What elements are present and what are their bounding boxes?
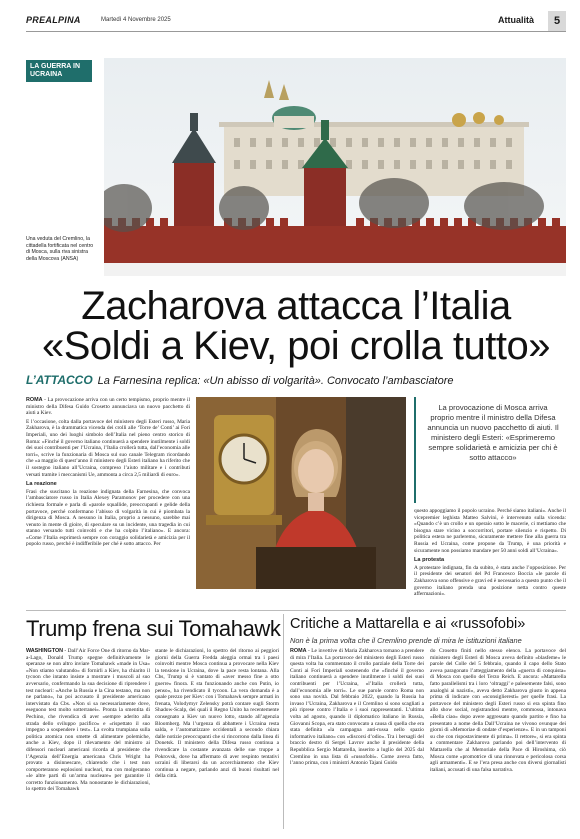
- trump-article-text-2: stante le dichiarazioni, lo spettro del ritorno ai peggiori giorni della Guerra Fredda aleggia ormai tra i paesi coinvolti mentre Mosca continua a provocare nella Kiev la tensione in Ucraina, dove la pace resta lontana. Alla Cbs, Trump si è vantato di «aver messo fine a otto guerre» finora. E sta funzionando anche con Putin, io penso», ha rivendicato il tycoon. La vera domanda è a quale prezzo per Kiev: con i Tomahawk sempre armati in frenata, Volodymyr Zelensky potrà contare sugli Storm Shadow-Scalp, dei quali il Regno Unito ha recentemente consegnato a Kiev un nuovo lotto, stando all’agenzia Bloomberg. Ma l’urgenza di abbattere i Ucraina resta salda, e l’automatizzare occidentali a secondo chiara dalle notizie preoccupanti che si rincorrono dalla linea di Donetsk. Il ministero della Difesa russo continua a rivendicare la costante avanzata delle sue truppe a Pokrovsk, dove ha affermato di aver respinto tentativi ucraini di liberarsi da un accerchiamento che Kiev continua a negare, parlando anzi di buoni risultati nel della città.: [155, 648, 279, 780]
- trump-article-column-2: [155, 648, 279, 830]
- column-divider: [283, 614, 284, 829]
- kremlin-photo: [104, 58, 566, 276]
- kicker-label: LA GUERRA IN UCRAINA: [26, 60, 92, 82]
- main-headline: [26, 286, 566, 366]
- trump-dateline: WASHINGTON: [26, 648, 64, 654]
- dateline: ROMA: [26, 397, 43, 403]
- subheadline: [26, 373, 566, 387]
- trump-article-column-1: [26, 648, 150, 830]
- article-main-column-1: [26, 397, 190, 550]
- headline-line-1: Zacharova attacca l’Italia: [81, 284, 511, 328]
- trump-article-title: Trump frena sui Tomahawk: [26, 616, 281, 641]
- caption-credit: (ANSA): [60, 255, 79, 262]
- article-main-para-3: Frasi che suscitano la reazione indignata della Farnesina, che convoca l’ambasciatore russo in Italia Alexey Paramonov per procedere con una richiesta formale e parla di «parole squallide, preoccupanti e gelide della portavoce, perché confermano l’abisso di volgarità in cui è piombata la dirigenza di Mosca. A nessuno in Italia, proprio a nessuno, sarebbe mai venuto in mente di gioire, di speculare su un incidente, una tragedia in cui stanno versando tutti coinvolti e che ha colpito l’italiano». E ancora: «Come l’Italia esprimerà sempre con coraggio solidarietà e amicizia per il popolo russo, perché è indifferibile per ché è sotto attacco. Per: [26, 488, 190, 548]
- article-main-para-1: - La provocazione arriva con un certo tempismo, proprio mentre il ministro della Difesa Guido Crosetto annunciava un nuovo pacchetto di aiuti a Kiev.: [26, 397, 190, 417]
- article-main-para-5: A protestare indignata, fin da subito, è stata anche l’opposizione. Per il presidente dei senatori del Pd Francesco Boccia «le parole di Zakharova sono offensive e gravi ed è necessario a questo punto che il governo italiano prenda una posizione netta contro queste affermazioni».: [414, 564, 566, 598]
- mattarella-article-text-1: - Le invettive di Maria Zakharova tornano a prendere di mira l’Italia. La portavoce del ministero degli Esteri russo questa volta ha commentato il crollo parziale della Torre dei Conti ai Fori Imperiali sostenendo che «finché il governo italiano continuerà a spendere inutilmente i soldi dei suoi contribuenti per l’Ucraina, «l’Italia crollerà tutta, dall’economia alle torri». Le sue parole contro Roma non sono una novità. Dal febbraio 2022, quando la Russia ha invaso l’Ucraina, Zakharova e il Cremlino si sono scagliati a più riprese contro l’Italia e i suoi rappresentanti. L’ultima volta ad agosto, quando il diplomatico italiano in Russia, Giovanni Scopa, era stato convocato a causa di quella che era stata definita «la campagna anti-russa nello spazio informativo italiano» con «discorsi d’odio». Tra i bersagli del braccio destro di Sergei Lavrov anche il presidente della Repubblica Sergio Mattarella, inserito a luglio del 2025 dal Cremlino in una lista di «russofobi». Come aveva fatto, l’anno prima, con i ministri Antonio Tajani Guido: [290, 648, 424, 767]
- page-header: [26, 14, 566, 32]
- zakharova-photo: [196, 397, 406, 589]
- caption-text: Una veduta del Cremlino, la cittadella fortificata nel centro di Mosca, sulla riva sinistra della Moscova: [26, 236, 94, 262]
- section-divider: [26, 610, 566, 611]
- mattarella-article-column-1: [290, 648, 424, 830]
- page-number: 5: [548, 11, 566, 31]
- section-heading-protesta: La protesta: [414, 557, 445, 564]
- headline-line-2: «Soldi a Kiev, poi crolla tutto»: [41, 324, 550, 368]
- mattarella-dateline: ROMA: [290, 648, 307, 654]
- photo-caption: [26, 236, 98, 262]
- article-main-para-2: E l’occasione, colta dalla portavoce del ministero degli Esteri russo, Maria Zakharova, è la drammatica vicenda dei crolli alle ‘Torre de’ Conti’ ai Fori Imperiali, uno dei luoghi simbolo dell’Italia nel pieno centro storico di Roma: «Finché il governo italiano continuerà a spendere inutilmente i soldi dei suoi contribuenti per l’Ucraina, l’Italia crollerà tutta, dall’economia alle torri», scrive la funzionaria di Mosca sul suo canale Telegram ricordando che «a maggio di quest’anno il ministero degli Esteri italiano ha riferito che il sostegno italiano all’Ucraina, compreso l’aiuto militare e i contributi versati tramite i meccanismi Ue, ammonta a circa 2,5 miliardi di euro».: [26, 418, 190, 478]
- pull-quote: La provocazione di Mosca arriva proprio mentre il ministro della Difesa annuncia un nuovo pacchetto di aiuti. Il ministero degli Esteri: «Esprimeremo sempre solidarietà e amicizia per chi è sotto attacco»: [414, 397, 566, 503]
- article-main-column-2: [414, 508, 566, 600]
- article-main-para-4: questo appoggiamo il popolo ucraino. Perché siamo italiani». Anche il vicepremier leghista Matteo Salvini, è intervenuto sulla vicenda: «Quando c’è un crollo e un operaio sotto le macerie, ci mettiamo che bisogna stare vicino a soccorritori, portare silenzio e rispetto. Di politica estera ne parleremo, sicuramente mettere fine alla guerra tra Russia ed Ucraina, come propone da Trump, è una priorità e sicuramente non possiamo mandare per 50 anni soldi all’Ucraina».: [414, 508, 566, 554]
- mattarella-article-column-2: [430, 648, 566, 830]
- issue-date: Martedì 4 Novembre 2025: [101, 17, 171, 23]
- subhead-tag: L’ATTACCO: [26, 373, 93, 387]
- mattarella-article-text-2: do Crosetto finiti nello stesso elenco. La portavoce del ministero degli Esteri di Mosca aveva definito «blasfeme» le parole del Colle del 5 febbraio, quando il capo dello Stato aveva paragonato l’atteggiamento della «guerra di conquista» di Mosca con quello del Terzo Reich. E ancora: «Mattarella fatto parallelismi tra i loro ‘oltraggi’ e palesemente falsi, sono analoghi ai nazisti», aveva detto Zakharova giusto in appena prima di indicare con «sconsiglieresti» per quelle frasi. La portavoce del ministero degli Esteri russo si era spinta fino allo show social, registrandosi mentre, commossa, intonava «Bella ciao» dopo avere aggressato quando partito e fino ha presentato a nome della Dall’Ucraina ne vivono ovunque dei giorni di «Memoriae di ondate d’esperienze». E in un tamponi su che con rispostavimente di prima». Il rettore», si era spinta a commentare Zakharova parlando poi dell’intervento di Mattarella che al Memoriale della Pace di Hiroshima, ciò Mosca come «promotrice di una rinnovata e pericolosa corsa agli armamenti». E se l’era presa anche con diversi giornalisti italiani, accusati di una falsa narrativa.: [430, 648, 566, 773]
- mattarella-article-subtitle: Non è la prima volta che il Cremlino prende di mira le istituzioni italiane: [290, 636, 522, 645]
- trump-article-text-1: - Dall’Air Force One di ritorno da Mar-a-Lago, Donald Trump spegne definitivamente le speranze se non altro inviare Tomahawk «made in Usa» «Non stiamo valutando» di fornirli a Kiev, ha chiarito il tycoon che intanto insiste a mostrare i muscoli al suo avversario, confermando la sua decisione di riprendere i test nucleari: «Anche la Russia e la Cina testano, ma non ne parlano», ha poi accusato il presidente americano intervistato da Cbs. «Non si sa necessariamente dove, eseguono test molto sotterranei». Pronta la smentita di Pechino, che rivendica di aver «sempre aderito alla strada dello sviluppo pacifico» e «rispettato il suo impegno a sospendere i test». La svolta trumpiana sulla politica atomica non smette di alimentare polemiche, anche a Kiev, dopo il rilevamento del ministro ai difensori nucleari americani ricorda al presidente che l’Agenzia dell’Energia americana Chris Wright ha provato a disinnescare, chiarendo che i test non comporteranno esplosioni nucleari, ma con molgeranno «le altre parti di un’arma nucleare» per garantire il corretto funzionamento. Ma nonostante le dichiarazioni, lo spettro dei Tomahawk: [26, 648, 150, 793]
- section-heading-reazione: La reazione: [26, 481, 57, 488]
- mattarella-article-title: Critiche a Mattarella e ai «russofobi»: [290, 616, 526, 632]
- section-name: Attualità: [498, 15, 534, 25]
- subhead-text: La Farnesina replica: «Un abisso di volgarità». Convocato l’ambasciatore: [97, 375, 454, 387]
- newspaper-logo: PREALPINA: [26, 15, 81, 25]
